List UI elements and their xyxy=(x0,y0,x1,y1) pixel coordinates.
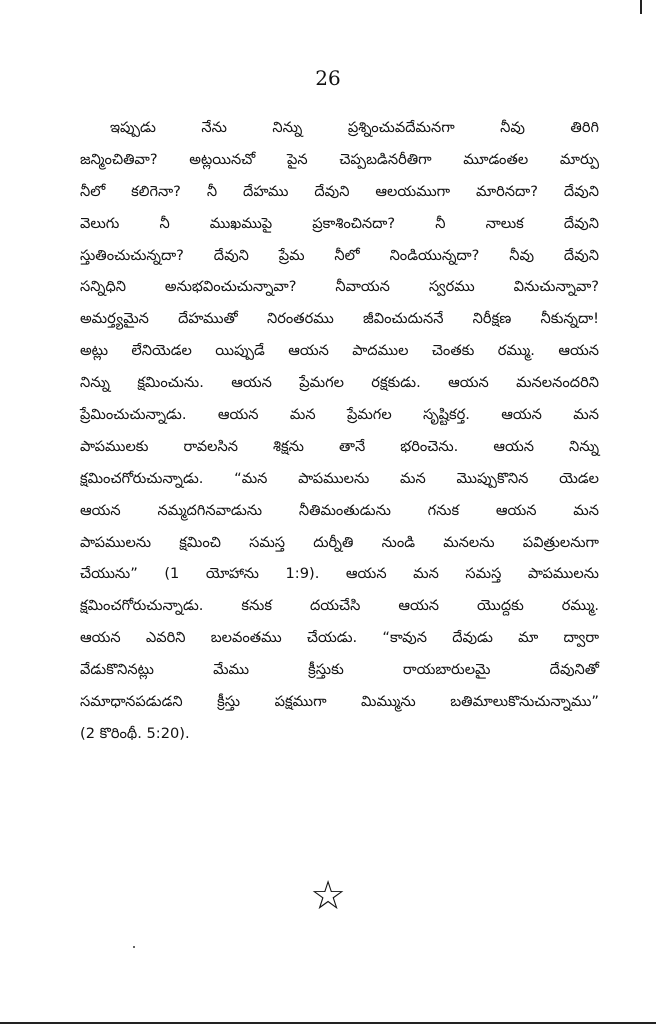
scan-speck xyxy=(133,946,135,948)
text-line: సమాధానపడుడని క్రీస్తు పక్షముగా మిమ్మును బతిమాలుకొనుచున్నాము” xyxy=(80,693,599,711)
text-line: ఆయన ఎవరిని బలవంతము చేయడు. “కావున దేవుడు మా ద్వారా xyxy=(80,629,599,647)
text-line: క్షమించగోరుచున్నాడు. “మన పాపములను మన మొప్పుకొనిన యెడల xyxy=(80,469,599,487)
text-line: ఆయన నమ్మదగినవాడును నీతిమంతుడును గనుక ఆయన మన xyxy=(80,501,599,519)
text-line: జన్మించితివా? అట్లయినచో పైన చెప్పబడినరీతిగా మూడంతల మార్పు xyxy=(80,150,599,168)
text-line: నిన్ను క్షమించును. ఆయన ప్రేమగల రక్షకుడు. ఆయన మనలనందరిని xyxy=(80,374,599,392)
text-line: క్షమించగోరుచున్నాడు. కనుక దయచేసి ఆయన యొద్దకు రమ్ము. xyxy=(80,597,599,615)
text-line: ఇప్పుడు నేను నిన్ను ప్రశ్నించువదేమనగా నీవు తిరిగి xyxy=(110,119,599,136)
text-line: స్తుతించుచున్నదా? దేవుని ప్రేమ నీలో నిండియున్నదా? నీవు దేవుని xyxy=(80,246,599,264)
bottom-rule xyxy=(0,1022,656,1024)
body-text xyxy=(80,112,599,750)
text-line: ప్రేమించుచున్నాడు. ఆయన మన ప్రేమగల సృష్టికర్త. ఆయన మన xyxy=(80,406,599,424)
text-line: అమర్త్యమైన దేహముతో నిరంతరము జీవించుదుననే నిరీక్షణ నీకున్నదా! xyxy=(80,310,599,328)
text-line: సన్నిధిని అనుభవించుచున్నావా? నీవాయన స్వరము వినుచున్నావా? xyxy=(80,278,599,296)
text-line: చేయును” (1 యోహాను 1:9). ఆయన మన సమస్త పాపములను xyxy=(80,565,599,583)
text-line: వేడుకొనినట్లు మేము క్రీస్తుకు రాయబారులమై దేవునితో xyxy=(80,661,599,679)
text-line: పాపములకు రావలసిన శిక్షను తానే భరించెను. ఆయన నిన్ను xyxy=(80,437,599,455)
page-number: 26 xyxy=(315,66,341,90)
text-line: పాపములను క్షమించి సమస్త దుర్నీతి నుండి మనలను పవిత్రులనుగా xyxy=(80,533,599,551)
text-line: నీలో కలిగెనా? నీ దేహము దేవుని ఆలయముగా మారినదా? దేవుని xyxy=(80,182,599,200)
star-ornament-icon: ☆ xyxy=(310,873,346,919)
text-line: వెలుగు నీ ముఖముపై ప్రకాశించినదా? నీ నాలుక దేవుని xyxy=(80,214,599,232)
text-line: (2 కొరింథీ. 5:20). xyxy=(80,724,190,742)
text-line: అట్లు లేనియెడల యిప్పుడే ఆయన పాదముల చెంతకు రమ్ము. ఆయన xyxy=(80,342,599,360)
scan-mark xyxy=(640,0,642,14)
